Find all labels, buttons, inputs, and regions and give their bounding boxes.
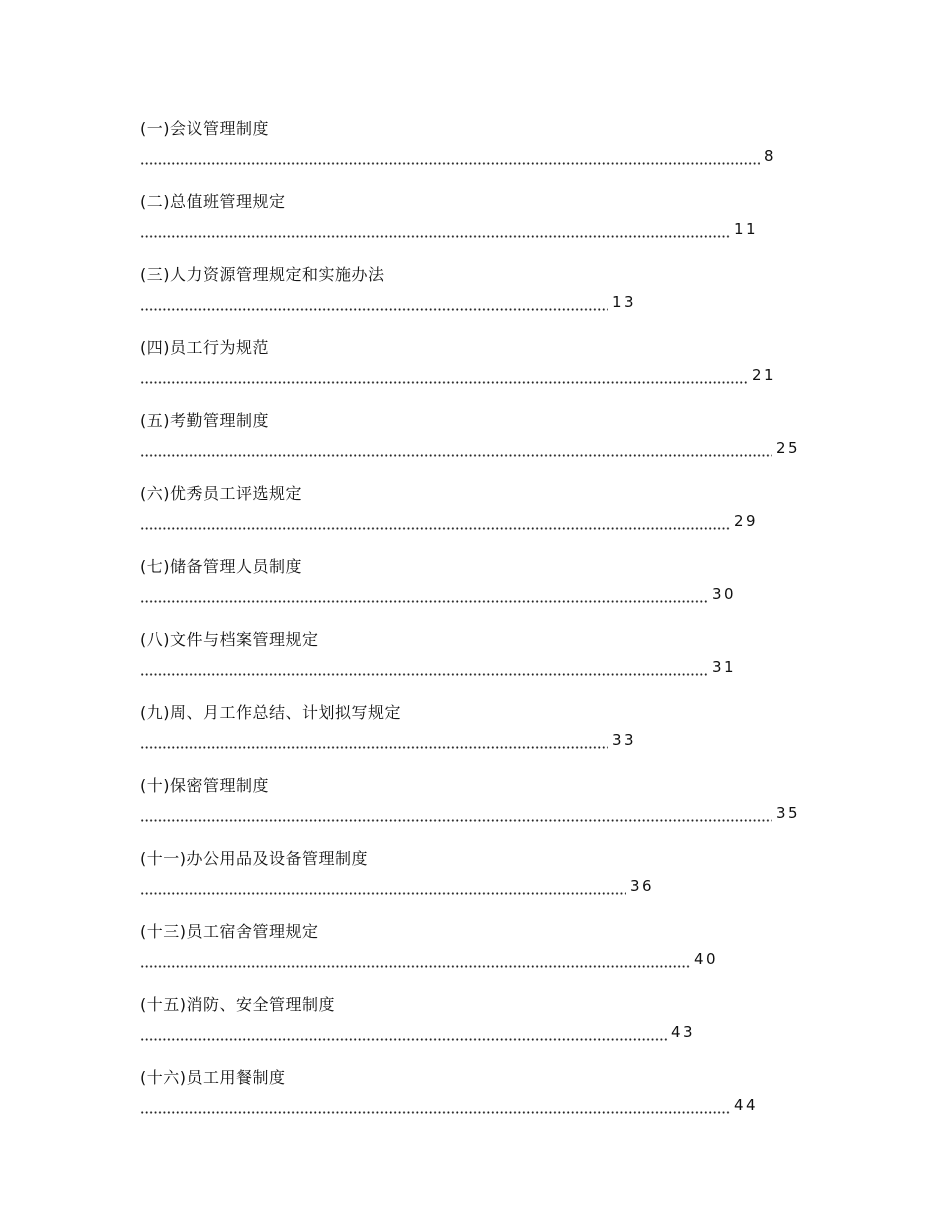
toc-entry-title: (二)总值班管理规定 — [140, 192, 286, 211]
toc-entry[interactable] — [140, 848, 820, 921]
toc-entry[interactable] — [140, 921, 820, 994]
toc-entry-title: (九)周、月工作总结、计划拟写规定 — [140, 703, 401, 722]
toc-page-number: 11 — [734, 220, 759, 238]
toc-entry-title: (六)优秀员工评选规定 — [140, 484, 302, 503]
toc-page-number: 33 — [612, 731, 637, 749]
toc-entry-title: (八)文件与档案管理规定 — [140, 630, 319, 649]
toc-entry-title: (四)员工行为规范 — [140, 338, 269, 357]
toc-page-number: 13 — [612, 293, 637, 311]
toc-entry-title: (十一)办公用品及设备管理制度 — [140, 849, 368, 868]
dot-leader — [140, 1094, 730, 1116]
toc-entry[interactable] — [140, 1067, 820, 1140]
toc-entry-title: (十三)员工宿舍管理规定 — [140, 922, 319, 941]
dot-leader — [140, 510, 730, 532]
toc-entry-title: (十)保密管理制度 — [140, 776, 269, 795]
dot-leader — [140, 583, 708, 605]
toc-leader-line — [140, 1021, 695, 1043]
toc-page-number: 25 — [776, 439, 801, 457]
toc-entry-title: (五)考勤管理制度 — [140, 411, 269, 430]
toc-entry[interactable] — [140, 629, 820, 702]
toc-entry-title: (一)会议管理制度 — [140, 119, 269, 138]
dot-leader — [140, 656, 708, 678]
toc-entry-title: (三)人力资源管理规定和实施办法 — [140, 265, 385, 284]
dot-leader — [140, 364, 748, 386]
toc-leader-line — [140, 729, 636, 751]
toc-entry[interactable] — [140, 264, 820, 337]
dot-leader — [140, 802, 772, 824]
toc-page-number: 40 — [694, 950, 719, 968]
toc-entry[interactable] — [140, 191, 820, 264]
toc-entry[interactable] — [140, 556, 820, 629]
toc-leader-line — [140, 364, 776, 386]
dot-leader — [140, 948, 690, 970]
toc-leader-line — [140, 875, 654, 897]
toc-entry-title: (七)储备管理人员制度 — [140, 557, 302, 576]
toc-page-number: 35 — [776, 804, 801, 822]
toc-leader-line — [140, 583, 736, 605]
toc-page-number: 29 — [734, 512, 759, 530]
toc-entry[interactable] — [140, 118, 820, 191]
dot-leader — [140, 291, 608, 313]
toc-page-number: 36 — [630, 877, 655, 895]
toc-entry[interactable] — [140, 410, 820, 483]
toc-entry[interactable] — [140, 994, 820, 1067]
toc-entry-title: (十六)员工用餐制度 — [140, 1068, 286, 1087]
dot-leader — [140, 875, 626, 897]
toc-entry[interactable] — [140, 775, 820, 848]
dot-leader — [140, 218, 730, 240]
toc-page-number: 8 — [764, 147, 777, 165]
toc-page-number: 44 — [734, 1096, 759, 1114]
dot-leader — [140, 145, 760, 167]
toc-entry-title: (十五)消防、安全管理制度 — [140, 995, 335, 1014]
table-of-contents — [140, 118, 820, 1140]
toc-leader-line — [140, 1094, 758, 1116]
toc-page-number: 31 — [712, 658, 737, 676]
toc-entry[interactable] — [140, 483, 820, 556]
toc-page-number: 30 — [712, 585, 737, 603]
toc-page-number: 21 — [752, 366, 777, 384]
toc-entry[interactable] — [140, 702, 820, 775]
dot-leader — [140, 729, 608, 751]
toc-leader-line — [140, 948, 718, 970]
toc-leader-line — [140, 291, 636, 313]
toc-leader-line — [140, 218, 758, 240]
toc-leader-line — [140, 510, 758, 532]
dot-leader — [140, 437, 772, 459]
toc-leader-line — [140, 145, 776, 167]
toc-leader-line — [140, 802, 800, 824]
toc-leader-line — [140, 656, 736, 678]
toc-leader-line — [140, 437, 800, 459]
dot-leader — [140, 1021, 667, 1043]
toc-page-number: 43 — [671, 1023, 696, 1041]
toc-entry[interactable] — [140, 337, 820, 410]
